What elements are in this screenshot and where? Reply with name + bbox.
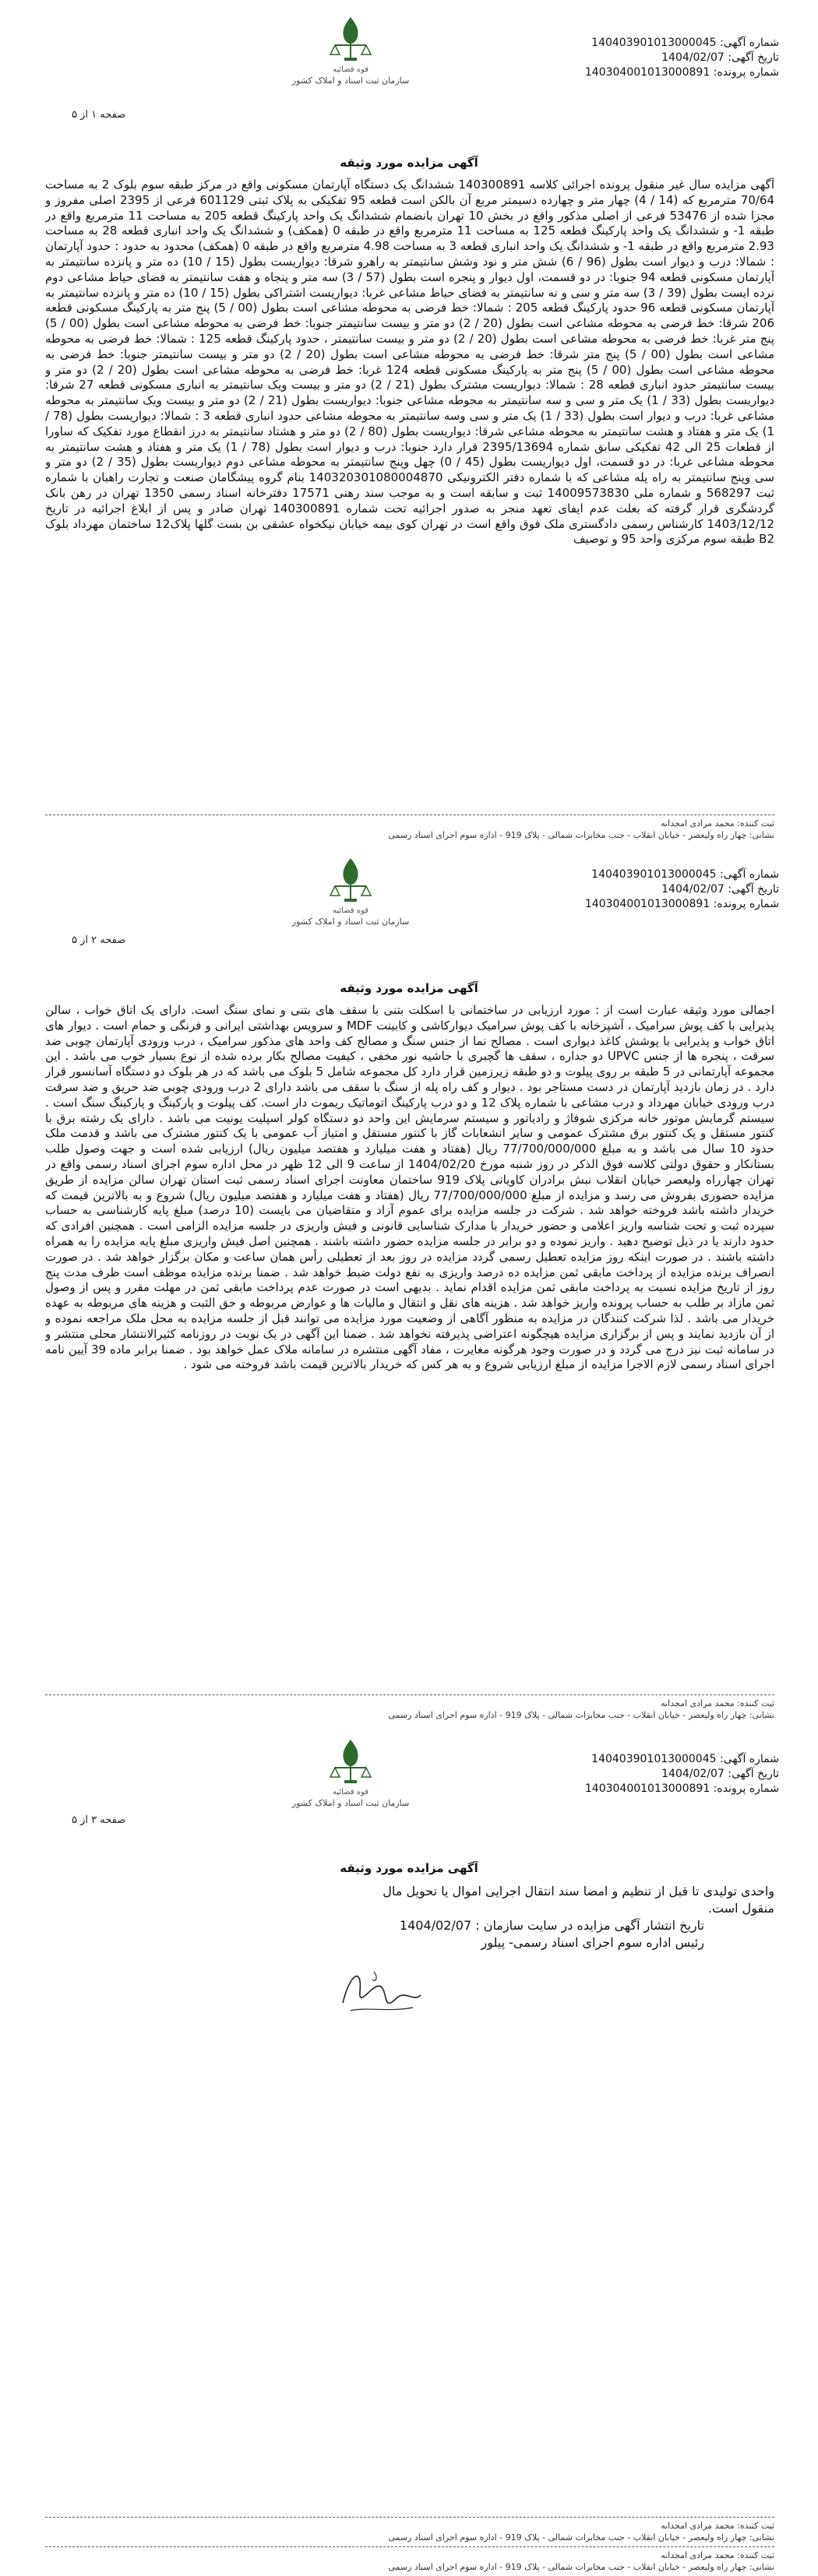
page-footer	[45, 2550, 774, 2573]
page-1	[0, 0, 818, 810]
ad-number: شماره آگهی: 140403901013000045	[591, 868, 779, 881]
organization-name: سازمان ثبت اسناد و املاک کشور	[291, 1798, 410, 1808]
divider	[45, 2517, 774, 2518]
ad-meta	[514, 1752, 779, 1797]
page-footer	[45, 1698, 774, 1721]
address: نشانی: چهار راه ولیعصر - خیابان انقلاب - جنب مخابرات شمالی - پلاک 919 - اداره سوم اجرای اسناد رسمی	[388, 2532, 774, 2543]
judiciary-scales-icon	[327, 14, 374, 65]
address: نشانی: چهار راه ولیعصر - خیابان انقلاب - جنب مخابرات شمالی - پلاک 919 - اداره سوم اجرای اسناد رسمی	[388, 830, 774, 840]
closing-line: واحدی تولیدی تا قبل از تنظیم و امضا سند انتقال اجرایی اموال یا تحویل مال	[383, 1884, 774, 1899]
judiciary-scales-icon	[327, 855, 374, 906]
organization-name: سازمان ثبت اسناد و املاک کشور	[291, 917, 410, 927]
page-label: صفحه ۱ از ۵	[72, 109, 126, 121]
ad-date: تاریخ آگهی: 1404/02/07	[661, 1768, 779, 1780]
registrar: ثبت کننده: محمد مرادی امجدانه	[661, 2521, 774, 2531]
emblem	[280, 14, 421, 86]
page-footer	[45, 2520, 774, 2543]
emblem	[280, 855, 421, 927]
page-label: صفحه ۲ از ۵	[72, 934, 126, 946]
ad-body: اجمالی مورد وثیقه عبارت است از : مورد ارزیابی در ساختمانی با اسکلت بتنی با سقف های بتنی و نمای سنگ است. دارای یک اتاق خواب ، سالن پذیرایی با کف پوش سرامیک ، آشپزخانه با کف پوش سرامیک دیوارکاشی و کابینت MDF و سرویس بهداشتی ایرانی و فرنگی و حمام است . دیوار های اتاق خواب و پذیرایی با پوشش کاغذ دیواری است . مصالح نما از جنس سنگ و مصالح کف واحد های مذکور سرامیک ، درب ورودی آپارتمان چوبی ضد سرقت ، پنجره ها از جنس UPVC دو جداره ، سقف ها گچبری با حاشیه نور مخفی ، کیفیت مصالح بکار برده شده از نوع بسیار خوب می باشد . این مجموعه آپارتمانی در 5 طبقه بر روی پیلوت و دو طبقه زیرزمین قرار دارد کل مجموعه شامل 5 بلوک می باشد که در هر بلوک دو دستگاه آسانسور قرار دارد . در زمان بازدید آپارتمان در دست مستاجر بود . دیوار و کف راه پله از سنگ با سقف می باشد دارای 2 درب ورودی چوبی ضد حریق و ضد سرقت درب ورودی خیابان مهرداد و درب مشاعی با شماره پلاک 12 و دو درب پارکینگ اتوماتیک ریموت دار است. کف پیلوت و پارکینگ و پارکینگ سنگ است . سیستم گرمایش موتور خانه مرکزی شوفاژ و رادیاتور و سیستم سرمایش این واحد دو دستگاه کولر اسپلیت یونیت می باشد . دارای یک رشته برق با کنتور مستقل و یک کنتور برق مشترک عمومی و سایر انشعابات گاز با کنتور مستقل و امتیاز آب عمومی با یک کنتور مشترک می باشد و قدمت ملک حدود 10 سال می باشد و به مبلغ 77/700/000/000 ریال (هفتاد و هفت میلیارد و هفتصد میلیون ریال) ارزیابی شده است و جهت وصول طلب بستانکار و حقوق دولتی کلاسه فوق الذکر در روز شنبه مورخ 1404/02/20 از ساعت 9 الی 12 ظهر در محل اداره سوم اجرای اسناد رسمی واقع در تهران چهارراه ولیعصر خیابان انقلاب نبش برادران کاویانی پلاک 919 ساختمان معاونت اجرای اسناد رسمی ثبت استان تهران سالن مزایده از طریق مزایده حضوری بفروش می رسد و مزایده از مبلغ 77/700/000/000 ریال (هفتاد و هفت میلیارد و هفتصد میلیون ریال) شروع و به بالاترین قیمت که خریدار داشته باشد فروخته خواهد شد . شرکت در جلسه مزایده برای عموم آزاد و متقاضیان می بایست (10 درصد) مبلغ پایه کارشناسی به حساب سپرده ثبت و تحت شناسه واریز اعلامی و حضور خریدار با مدارک شناسایی قانونی و فیش واریزی در جلسه مزایده الزامی است . همچنین افرادی که حدود دارند یا در ذیل توضیح دهید . واریز نموده و دو برابر در جلسه مزایده حضور داشته باشند . همچنین اصل فیش واریزی مبلغ پایه مزایده را به همراه داشته باشند . در صورت اینکه روز مزایده تعطیل رسمی گردد مزایده در روز بعد از تعطیلی رأس همان ساعت و مکان برگزار خواهد شد . در صورت انصراف برنده مزایده از پرداخت مابقی ثمن مزایده ده درصد واریزی به نفع دولت ضبط خواهد شد . ضمنا برنده مزایده موظف است ظرف مدت پنج روز از تاریخ مزایده نسبت به پرداخت مابقی ثمن مزایده اقدام نماید . بدیهی است در صورت عدم پرداخت مابقی ثمن در مهلت مقرر و پس از وصول ثمن مازاد بر طلب به حساب پرونده واریز خواهد شد . هزینه های نقل و انتقال و مالیات ها و عوارض مربوطه و حق الثبت و هزینه های مربوطه به عهده خریدار می باشد . لذا شرکت کنندگان در مزایده به منظور آگاهی از وضعیت مورد مزایده می توانند قبل از جلسه مزایده به محل ملک مراجعه نموده و از آن بازدید نمایند و پس از برگزاری مزایده هیچگونه اعتراضی پذیرفته نخواهد شد . ضمنا این آگهی در یک نوبت در روزنامه کثیرالانتشار محلی منتشر و در سامانه ثبت نیز درج می گردد و در صورت وجود هرگونه مغایرت ، مفاد آگهی منتشره در سامانه ملاک عمل خواهد بود . ضمنا برابر ماده 39 آیین نامه اجرای اسناد رسمی لازم الاجرا مزایده از مبلغ ارزیابی شروع و به هر کس که خریدار بالاترین قیمت باشد فروخته می شود .	[45, 1003, 774, 1372]
ad-title: آگهی مزایده مورد وثیقه	[340, 156, 478, 170]
ad-number: شماره آگهی: 140403901013000045	[591, 1753, 779, 1765]
ad-meta	[514, 867, 779, 912]
ad-title: آگهی مزایده مورد وثیقه	[340, 981, 478, 995]
ad-body: آگهی مزایده سال غیر منقول پرونده اجرائی کلاسه 140300891 ششدانگ یک دستگاه آپارتمان مسکونی واقع در مرکز طبقه سوم بلوک 2 به مساحت 70/64 مترمربع که (14 / 4) چهار متر و چهارده دسیمتر مربع آن بالکن است قطعه 95 تفکیکی به پلاک ثبتی 601129 فرعی از 2395 اصلی مفروز و مجزا شده از 53476 فرعی از اصلی مذکور واقع در بخش 10 تهران بانضمام ششدانگ یک واحد پارکینگ قطعه 205 به مساحت 11 مترمربع واقع در طبقه 1- و ششدانگ یک واحد پارکینگ قطعه 125 به مساحت 11 مترمربع واقع در طبقه 0 (همکف) و ششدانگ یک واحد انباری قطعه 28 به مساحت 2.93 مترمربع واقع در طبقه 1- و ششدانگ یک واحد انباری قطعه 3 به مساحت 4.98 مترمربع واقع در طبقه 0 (همکف) محدود به حدود : حدود آپارتمان : شمالا: درب و دیوار است بطول (96 / 6) شش متر و نود وشش سانتیمتر به راهرو شرقا: دیواریست بطول (15 / 10) ده متر و پانزده سانتیمتر به آپارتمان مسکونی قطعه 94 جنوبا: در دو قسمت، اول دیوار و پنجره است بطول (57 / 3) سه متر و پنجاه و هفت سانتیمتر به فضای حیاط مشاعی دوم نرده ایست بطول (39 / 3) سه متر و سی و نه سانتیمتر به فضای حیاط مشاعی غربا: دیواریست اشتراکی بطول (15 / 10) ده متر و پانزده سانتیمتر به آپارتمان مسکونی قطعه 96 حدود پارکینگ قطعه 205 : شمالا: خط فرضی به محوطه مشاعی است بطول (00 / 5) پنج متر به پارکینگ مسکونی قطعه 206 شرقا: خط فرضی به محوطه مشاعی است بطول (20 / 2) دو متر و بیست سانتیمتر جنوبا: خط فرضی به محوطه مشاعی است بطول (00 / 5) پنج متر غربا: خط فرضی به محوطه مشاعی است بطول (20 / 2) دو متر و بیست سانتیمتر ، حدود پارکینگ قطعه 125 : شمالا: خط فرضی به محوطه مشاعی است بطول (00 / 5) پنج متر شرقا: خط فرضی به محوطه مشاعی است بطول (20 / 2) دو متر و بیست سانتیمتر جنوبا: خط فرضی به محوطه مشاعی است بطول (00 / 5) پنج متر به پارکینگ مسکونی قطعه 124 غربا: خط فرضی به محوطه مشاعی است بطول (20 / 2) دو متر و بیست سانتیمتر حدود انباری قطعه 28 : شمالا: دیواریست مشترک بطول (21 / 2) دو متر و بیست ویک سانتیمتر به انباری مسکونی قطعه 27 شرقا: دیواریست بطول (33 / 1) یک متر و سی و سه سانتیمتر به محوطه مشاعی جنوبا: دیواریست بطول (21 / 2) دو متر و بیست ویک سانتیمتر به محوطه مشاعی غربا: درب و دیوار است بطول (33 / 1) یک متر و سی وسه سانتیمتر به محوطه مشاعی حدود انباری قطعه 3 : شمالا: دیواریست بطول (78 / 1) یک متر و هفتاد و هشت سانتیمتر به محوطه مشاعی شرقا: دیواریست بطول (80 / 2) دو متر و هشتاد سانتیمتر به درز انقطاع مورد تفکیک که ساورا از قطعات 25 الی 42 تفکیکی سابق شماره 2395/13694 قرار دارد جنوبا: درب و دیوار است بطول (78 / 1) یک متر و هفتاد و هشت سانتیمتر به محوطه مشاعی غربا: در دو قسمت، اول دیواریست بطول (45 / 0) چهل وپنج سانتیمتر به محوطه مشاعی دوم دیواریست بطول (35 / 2) دو متر و سی وپنج سانتیمتر به راه پله مشاعی که با شماره دفتر الکترونیکی 140320301080004870 بنام گروه پیشگامان صنعت و تجارت راهبان با شماره ثبت 568297 و شماره ملی 14009573830 ثبت و سابقه است و به موجب سند رهنی 17571 دفترخانه اسناد رسمی 1350 تهران در رهن بانک گردشگری قرار گرفته که بعلت عدم ایفای تعهد منجر به صدور اجرائیه تحت شماره 140300891 تهران صادر و پس از ابلاغ اجرائیه در تاریخ 1403/12/12 کارشناس رسمی دادگستری ملک فوق واقع است در تهران کوی بیمه خیابان نیکخواه عشقی بن بست گلها پلاک12 ساختمان مهرداد بلوک B2 طبقه سوم مرکزی واحد 95 و توصیف	[45, 178, 774, 547]
ad-meta	[514, 36, 779, 80]
judiciary-scales-icon	[327, 1737, 374, 1788]
ad-date: تاریخ آگهی: 1404/02/07	[661, 51, 779, 64]
page-label: صفحه ۳ از ۵	[72, 1814, 126, 1826]
page-2	[0, 849, 818, 1705]
publication-date: تاریخ انتشار آگهی مزایده در سایت سازمان : 1404/02/07	[399, 1918, 704, 1933]
case-number: شماره پرونده: 140304001013000891	[584, 898, 779, 910]
ad-date: تاریخ آگهی: 1404/02/07	[661, 883, 779, 896]
address: نشانی: چهار راه ولیعصر - خیابان انقلاب - جنب مخابرات شمالی - پلاک 919 - اداره سوم اجرای اسناد رسمی	[388, 2562, 774, 2572]
case-number: شماره پرونده: 140304001013000891	[584, 66, 779, 79]
closing-text	[156, 1883, 774, 1951]
signatory-title: رئیس اداره سوم اجرای اسناد رسمی- پیلور	[481, 1935, 704, 1950]
organization-name: سازمان ثبت اسناد و املاک کشور	[291, 76, 410, 86]
page-3	[0, 1730, 818, 2509]
address: نشانی: چهار راه ولیعصر - خیابان انقلاب - جنب مخابرات شمالی - پلاک 919 - اداره سوم اجرای اسناد رسمی	[388, 1710, 774, 1720]
page-footer	[45, 818, 774, 841]
signature	[327, 1956, 452, 2029]
motto: قوه قضائیه	[332, 1788, 369, 1797]
registrar: ثبت کننده: محمد مرادی امجدانه	[661, 818, 774, 829]
emblem	[280, 1737, 421, 1808]
registrar: ثبت کننده: محمد مرادی امجدانه	[661, 2550, 774, 2560]
divider	[45, 2546, 774, 2547]
motto: قوه قضائیه	[332, 65, 369, 74]
ad-title: آگهی مزایده مورد وثیقه	[340, 1861, 478, 1875]
signature-icon	[327, 1956, 436, 2026]
closing-line: منقول است.	[707, 1901, 774, 1916]
case-number: شماره پرونده: 140304001013000891	[584, 1782, 779, 1795]
motto: قوه قضائیه	[332, 906, 369, 915]
divider	[45, 1694, 774, 1695]
registrar: ثبت کننده: محمد مرادی امجدانه	[661, 1698, 774, 1709]
ad-number: شماره آگهی: 140403901013000045	[591, 37, 779, 49]
